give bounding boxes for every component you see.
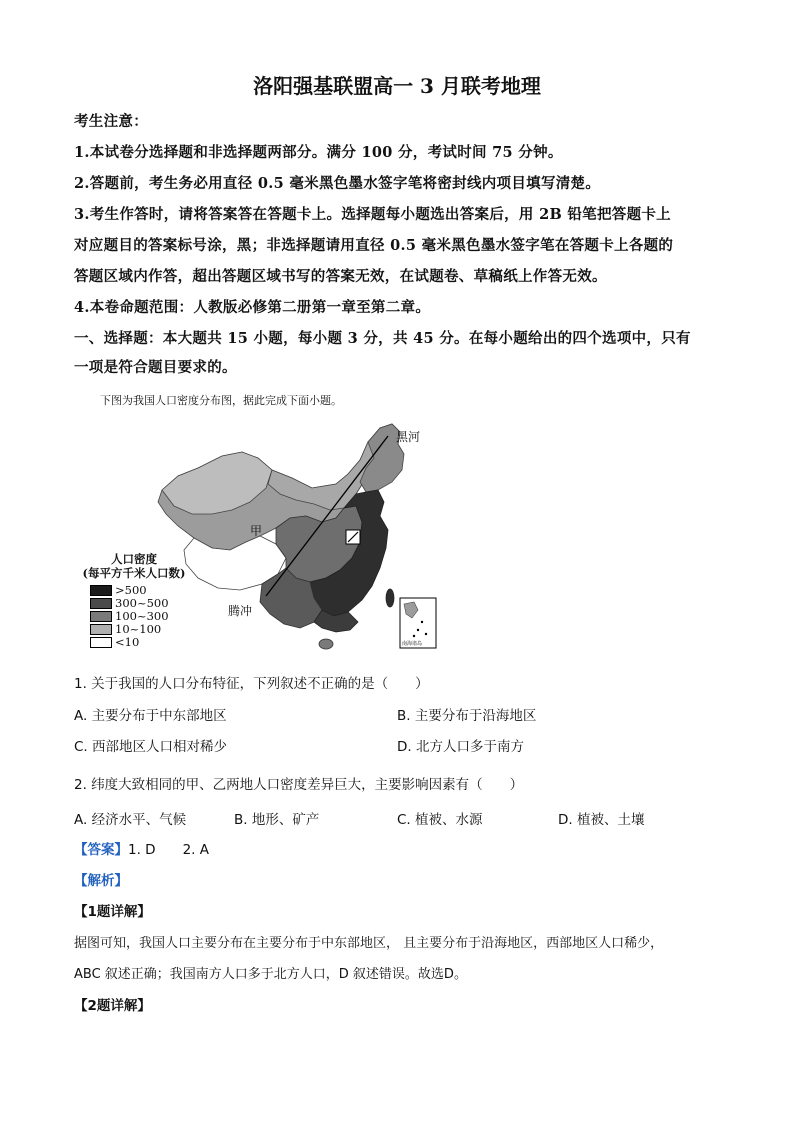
analysis-q1-line-1: 据图可知，我国人口主要分布在主要分布于中东部地区， 且主要分布于沿海地区，西部地区人口稀少， xyxy=(74,936,664,951)
notice-heading: 考生注意： xyxy=(74,113,148,130)
map-region-hainan xyxy=(319,639,333,649)
inset-island-2 xyxy=(417,629,419,631)
analysis-q1-heading: 【1题详解】 xyxy=(74,904,151,920)
notice-line-5: 答题区域内作答，超出答题区域书写的答案无效，在试题卷、草稿纸上作答无效。 xyxy=(74,268,607,285)
notice-line-1: 1.本试卷分选择题和非选择题两部分。满分 100 分，考试时间 75 分钟。 xyxy=(74,144,563,161)
legend-swatch xyxy=(90,585,112,596)
legend-swatch xyxy=(90,598,112,609)
legend-title-line-2: (每平方千米人口数) xyxy=(82,566,186,580)
analysis-tag: 【解析】 xyxy=(74,873,128,889)
figure-intro: 下图为我国人口密度分布图，据此完成下面小题。 xyxy=(100,394,342,407)
legend-title-line-1: 人口密度 xyxy=(111,552,157,566)
answer-text: 1. D 2. A xyxy=(128,842,209,858)
analysis-q1-line-2: ABC 叙述正确；我国南方人口多于北方人口，D 叙述错误。故选D。 xyxy=(74,967,467,982)
question-2-option-d: D. 植被、土壤 xyxy=(558,812,645,828)
legend-label: 100~300 xyxy=(115,609,169,623)
notice-line-3: 3.考生作答时，请将答案答在答题卡上。选择题每小题选出答案后，用 2B 铅笔把答题卡上 xyxy=(74,206,671,223)
notice-line-6: 4.本卷命题范围：人教版必修第二册第一章至第二章。 xyxy=(74,299,431,316)
answer-line xyxy=(74,838,209,858)
legend-label: >500 xyxy=(115,583,147,597)
map-legend xyxy=(74,552,204,652)
legend-item xyxy=(90,636,139,648)
legend-label: 10~100 xyxy=(115,622,162,636)
inset-island-1 xyxy=(421,621,423,623)
notice-line-2: 2.答题前，考生务必用直径 0.5 毫米黑色墨水签字笔将密封线内项目填写清楚。 xyxy=(74,175,601,192)
question-1-stem: 1. 关于我国的人口分布特征，下列叙述不正确的是（ ） xyxy=(74,676,429,692)
legend-swatch xyxy=(90,637,112,648)
legend-item xyxy=(90,610,169,622)
legend-item xyxy=(90,597,169,609)
population-density-map xyxy=(82,418,450,658)
legend-swatch xyxy=(90,611,112,622)
question-1-option-b: B. 主要分布于沿海地区 xyxy=(397,708,537,724)
legend-label: 300~500 xyxy=(115,596,169,610)
question-2-option-a: A. 经济水平、气候 xyxy=(74,812,187,828)
inset-island-3 xyxy=(425,633,427,635)
map-label-heihe: 黑河 xyxy=(396,430,421,444)
answer-tag: 【答案】 xyxy=(74,842,128,858)
legend-item xyxy=(90,623,161,635)
question-1-option-c: C. 西部地区人口相对稀少 xyxy=(74,739,228,755)
question-2-option-b: B. 地形、矿产 xyxy=(234,812,320,828)
legend-item xyxy=(90,584,147,596)
section-heading-line-2: 一项是符合题目要求的。 xyxy=(74,359,237,376)
question-2-stem: 2. 纬度大致相同的甲、乙两地人口密度差异巨大，主要影响因素有（ ） xyxy=(74,777,524,793)
legend-swatch xyxy=(90,624,112,635)
notice-line-4: 对应题目的答案标号涂，黑；非选择题请用直径 0.5 毫米黑色墨水签字笔在答题卡上各题的 xyxy=(74,237,674,254)
map-label-tengchong: 腾冲 xyxy=(228,604,253,618)
analysis-q2-heading: 【2题详解】 xyxy=(74,998,151,1014)
inset-island-4 xyxy=(413,635,415,637)
question-1-option-d: D. 北方人口多于南方 xyxy=(397,739,524,755)
map-label-jia: 甲 xyxy=(250,524,263,538)
page-title: 洛阳强基联盟高一 3 月联考地理 xyxy=(253,74,541,98)
map-label-inset: 南海诸岛 xyxy=(402,641,423,647)
map-region-taiwan xyxy=(386,589,394,607)
legend-label: <10 xyxy=(115,635,140,649)
section-heading-line-1: 一、选择题：本大题共 15 小题，每小题 3 分，共 45 分。在每小题给出的四个选项中，只有 xyxy=(74,330,691,347)
question-2-option-c: C. 植被、水源 xyxy=(397,812,483,828)
question-1-option-a: A. 主要分布于中东部地区 xyxy=(74,708,227,724)
